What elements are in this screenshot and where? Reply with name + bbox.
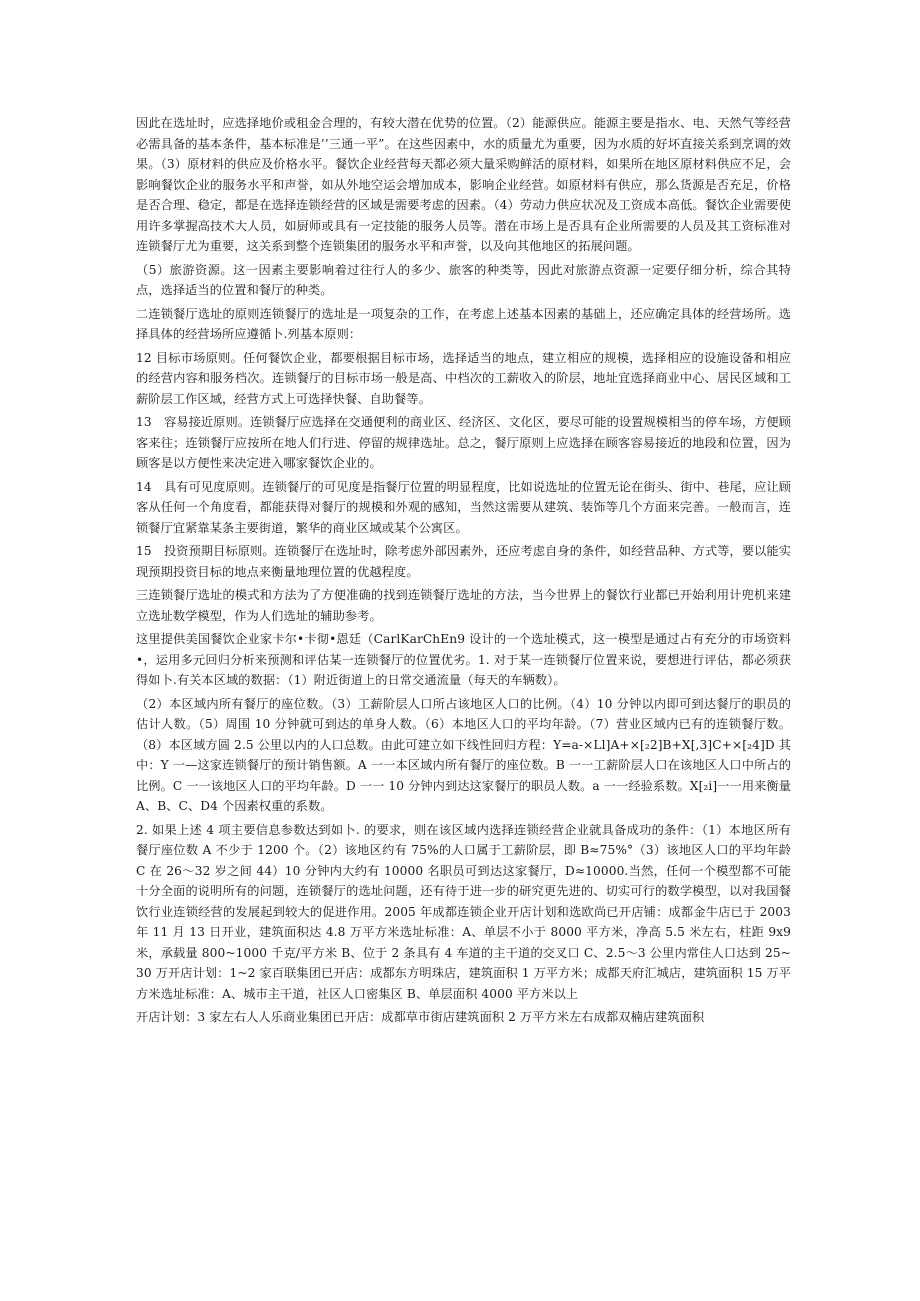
document-body <box>136 113 791 1031</box>
paragraph: 因此在选址时，应选择地价或租金合理的，有较大潜在优势的位置。（2）能源供应。能源主要是指水、电、天然气等经营必需具备的基本条件，基本标准是’’三通一平”。在这些因素中，水的质量尤为重要，因为水质的好坏直接关系到烹调的效果。（3）原材料的供应及价格水平。餐饮企业经营每天都必须大量采购鲜活的原材料，如果所在地区原材料供应不足，会影响餐饮企业的服务水平和声誉，如从外地空运会增加成本，影响企业经营。如原材料有供应，那么货源是否充足，价格是否合理、稳定，都是在选择连锁经营的区域是需要考虑的因素。（4）劳动力供应状况及工资成本高低。餐饮企业需要使用许多掌握高技术大人员，如厨师或具有一定技能的服务人员等。潜在市场上是否具有企业所需要的人员及其工资标准对连锁餐厅尤为重要，这关系到整个连锁集团的服务水平和声誉，以及向其他地区的拓展问题。 <box>136 116 791 253</box>
paragraph: （5）旅游资源。这一因素主要影响着过往行人的多少、旅客的种类等，因此对旅游点资源一定要仔细分析，综合其特点，选择适当的位置和餐厅的种类。 <box>136 262 791 297</box>
paragraph: 二连锁餐厅选址的原则连锁餐厅的选址是一项复杂的工作，在考虑上述基本因素的基础上，还应确定具体的经营场所。选择具体的经营场所应遵循卜.列基本原则： <box>136 306 791 341</box>
paragraph: 2. 如果上述 4 项主要信息参数达到如卜. 的要求，则在该区域内选择连锁经营企业就具备成功的条件：（1）本地区所有餐厅座位数 A 不少于 1200 个。（2）该地区约有 75%的人口属于工薪阶层，即 B≈75%°（3）该地区人口的平均年龄 C 在 26～32 岁之间 44）10 分钟内大约有 10000 名职员可到达这家餐厅，D≈10000.当然，任何一个模型都不可能十分全面的说明所有的问题，连锁餐厅的选址问题，还有待于进一步的研究更先进的、切实可行的数学模型，以对我国餐饮行业连锁经营的发展起到较大的促进作用。2005 年成都连锁企业开店计划和选欧尚已开店铺：成都金牛店已于 2003 年 11 月 13 日开业，建筑面积达 4.8 万平方米选址标准：A、单层不小于 8000 平方米，净高 5.5 米左右，柱距 9x9 米，承载量 800~1000 千克/平方米 B、位于 2 条具有 4 车道的主干道的交叉口 C、2.5～3 公里内常住人口达到 25~30 万开店计划：1~2 家百联集团已开店：成都东方明珠店，建筑面积 1 万平方米；成都天府汇城店，建筑面积 15 万平方米选址标准：A、城市主干道，社区人口密集区 B、单层面积 4000 平方米以上 <box>136 822 791 1001</box>
paragraph: 三连锁餐厅选址的模式和方法为了方便准确的找到连锁餐厅选址的方法，当今世界上的餐饮行业都已开始利用计兜机来建立选址数学模型，作为人们选址的辅助参考。 <box>136 588 791 623</box>
paragraph: 这里提供美国餐饮企业家卡尔•卡彻•恩廷（CarlKarChEn9 设计的一个选址模式，这一模型是通过占有充分的市场资料•，运用多元回归分析来预测和评估某一连锁餐厅的位置优劣。1. 对于某一连锁餐厅位置来说，要想进行评估，都必须获得如卜.有关本区域的数据：（1）附近街道上的日常交通流量（每天的车辆数）。 <box>136 632 791 687</box>
paragraph: 13 容易接近原则。连锁餐厅应选择在交通便利的商业区、经济区、文化区，要尽可能的设置规模相当的停车场，方便顾客来往；连锁餐厅应按所在地人们行进、停留的规律选址。总之，餐厅原则上应选择在顾客容易接近的地段和位置，因为顾客是以方便性来决定进入哪家餐饮企业的。 <box>136 415 791 470</box>
paragraph: 15 投资预期目标原则。连锁餐厅在选址时，除考虑外部因素外，还应考虑自身的条件，如经营品种、方式等，要以能实现预期投资目标的地点来衡量地理位置的优越程度。 <box>136 544 791 579</box>
paragraph: 14 具有可见度原则。连锁餐厅的可见度是指餐厅位置的明显程度，比如说选址的位置无论在街头、街中、巷尾，应让顾客从任何一个角度看，都能获得对餐厅的规模和外观的感知，当然这需要从建筑、装饰等几个方面来完善。一般而言，连锁餐厅宜紧靠某条主要街道，繁华的商业区域或某个公寓区。 <box>136 479 791 535</box>
paragraph: （2）本区域内所有餐厅的座位数。（3）工薪阶层人口所占该地区人口的比例。（4）10 分钟以内即可到达餐厅的职员的估计人数。（5）周围 10 分钟就可到达的单身人数。（6）本地区人口的平均年龄。（7）营业区域内已有的连锁餐厅数。（8）本区域方圆 2.5 公里以内的人口总数。由此可建立如下线性回归方程：Y=a-×Ll]A+×[₂2]B+X[,3]C+×[₂4]D 其中：Y 一—这家连锁餐厅的预计销售额。A 一一本区域内所有餐厅的座位数。B 一一工薪阶层人口在该地区人口中所占的比例。C 一一该地区人口的平均年龄。D 一一 10 分钟内到达这家餐厅的职员人数。a 一一经验系数。X[₂i]一一用来衡量 A、B、C、D4 个因素权重的系数。 <box>136 696 791 813</box>
paragraph: 开店计划：3 家左右人人乐商业集团已开店：成都草市街店建筑面积 2 万平方米左右成都双楠店建筑面积 <box>136 1010 705 1024</box>
paragraph: 12 目标市场原则。任何餐饮企业，都要根据目标市场，选择适当的地点，建立相应的规模，选择相应的设施设备和相应的经营内容和服务档次。连锁餐厅的目标市场一般是高、中档次的工薪收入的阶层，地址宜选择商业中心、居民区域和工薪阶层工作区域，经营方式上可选择快餐、自助餐等。 <box>136 350 791 406</box>
